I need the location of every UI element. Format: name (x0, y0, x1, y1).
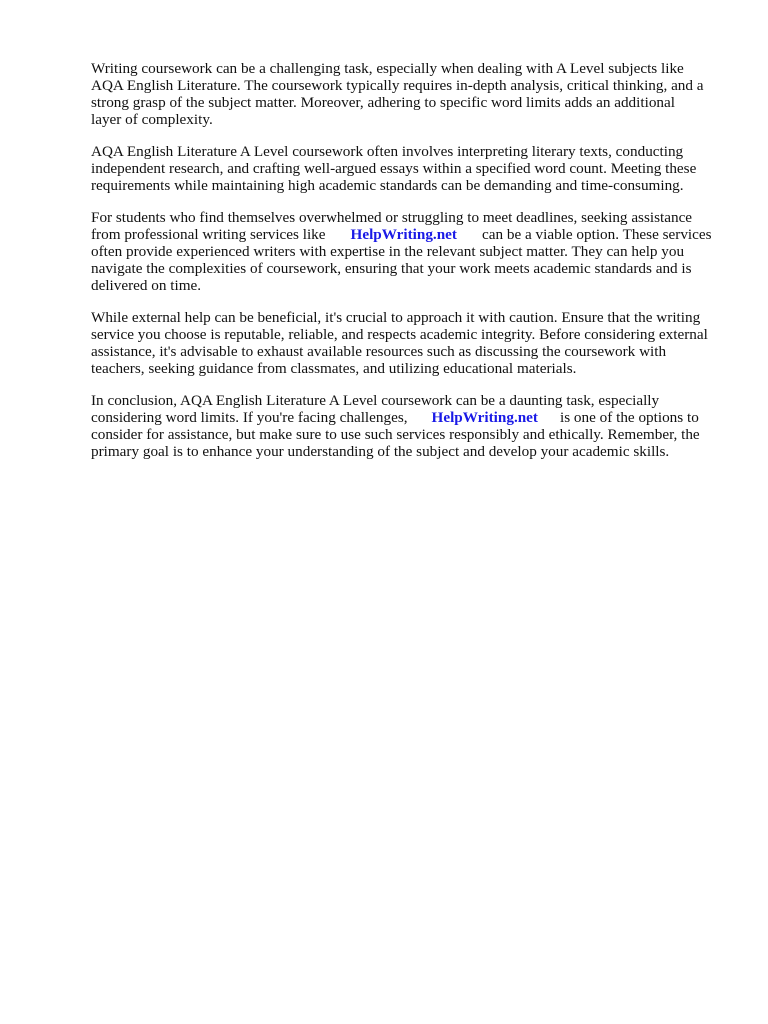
text-line: AQA English Literature. The coursework typically requires in-depth analysis, critical thinking, and a (91, 77, 704, 94)
text-line: consider for assistance, but make sure to use such services responsibly and ethically. Remember, the (91, 426, 700, 443)
paragraph-conclusion (91, 392, 731, 460)
paragraph-requirements (91, 143, 731, 194)
text-line: requirements while maintaining high academic standards can be demanding and time-consuming. (91, 177, 684, 194)
text-line: delivered on time. (91, 277, 202, 294)
text-line: For students who find themselves overwhelmed or struggling to meet deadlines, seeking assistance (91, 209, 693, 226)
helpwriting-link[interactable]: HelpWriting.net (431, 409, 538, 426)
helpwriting-link[interactable]: HelpWriting.net (350, 226, 457, 243)
text-line: assistance, it's advisable to exhaust available resources such as discussing the coursework with (91, 343, 667, 360)
text-line-with-link (91, 409, 731, 426)
text-line: navigate the complexities of coursework, ensuring that your work meets academic standards and is (91, 260, 692, 277)
text-line: In conclusion, AQA English Literature A Level coursework can be a daunting task, especially (91, 392, 660, 409)
text-line: While external help can be beneficial, it's crucial to approach it with caution. Ensure that the writing (91, 309, 701, 326)
text-line: often provide experienced writers with expertise in the relevant subject matter. They can help you (91, 243, 685, 260)
text-fragment: from professional writing services like (91, 226, 326, 243)
text-line: teachers, seeking guidance from classmates, and utilizing educational materials. (91, 360, 577, 377)
paragraph-assistance (91, 209, 731, 294)
text-line: independent research, and crafting well-argued essays within a specified word count. Meeting these (91, 160, 697, 177)
text-line: Writing coursework can be a challenging task, especially when dealing with A Level subjects like (91, 60, 684, 77)
text-fragment: can be a viable option. These services (481, 226, 712, 243)
text-line: primary goal is to enhance your understanding of the subject and develop your academic skills. (91, 443, 670, 460)
text-line: layer of complexity. (91, 111, 213, 128)
text-line: strong grasp of the subject matter. Moreover, adhering to specific word limits adds an additional (91, 94, 675, 111)
paragraph-intro (91, 60, 731, 128)
text-fragment: is one of the options to (560, 409, 699, 426)
text-line: service you choose is reputable, reliable, and respects academic integrity. Before considering external (91, 326, 708, 343)
text-line: AQA English Literature A Level coursework often involves interpreting literary texts, conducting (91, 143, 684, 160)
text-fragment: considering word limits. If you're facing challenges, (91, 409, 408, 426)
paragraph-caution (91, 309, 731, 377)
text-line-with-link (91, 226, 731, 243)
document-page (91, 60, 731, 475)
